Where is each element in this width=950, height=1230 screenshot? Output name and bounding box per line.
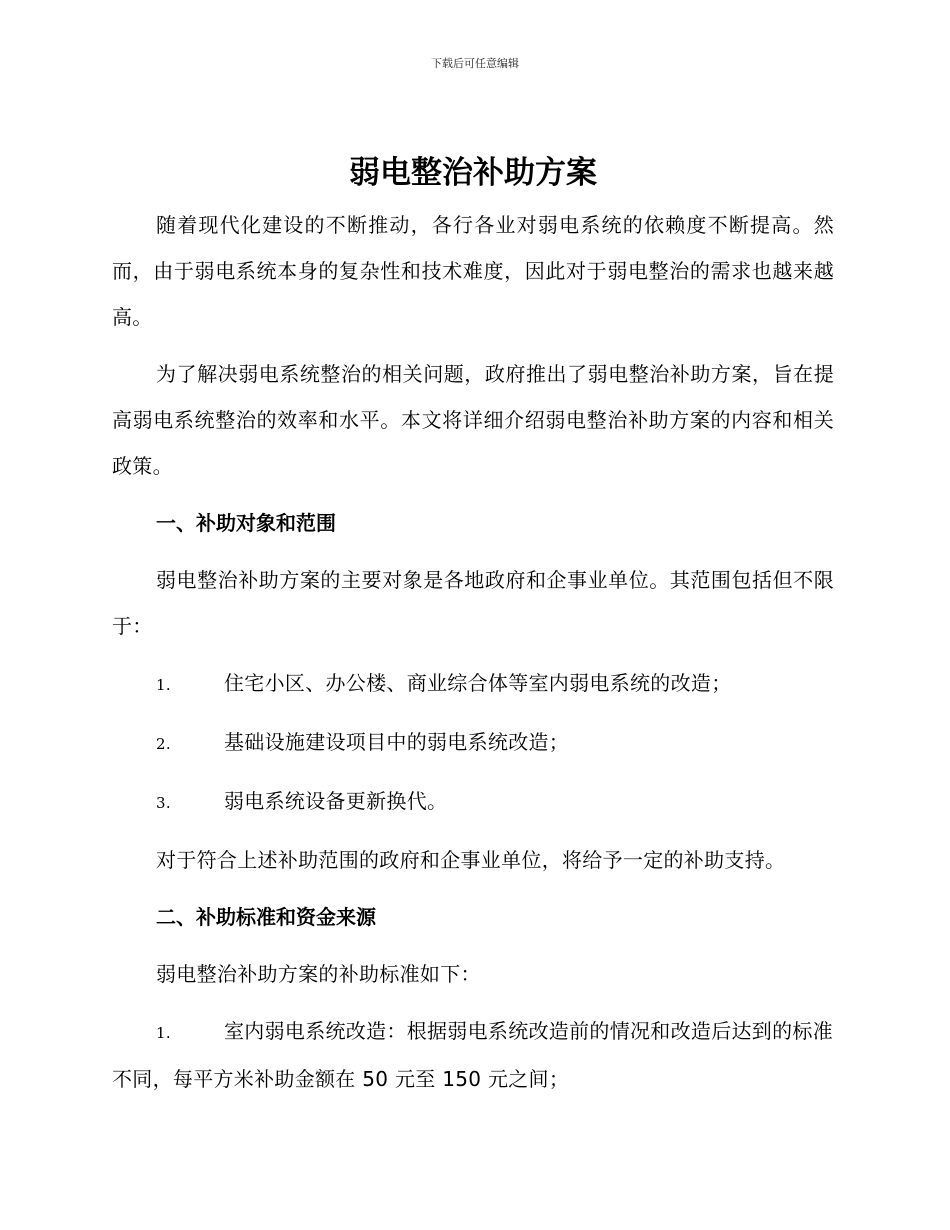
section-1-heading: 一、补助对象和范围	[156, 511, 336, 535]
list-item-number: 1.	[156, 1024, 171, 1042]
list-item-number: 2.	[156, 735, 171, 753]
page-header: 下载后可任意编辑	[431, 57, 519, 70]
list-item-text: 基础设施建设项目中的弱电系统改造；	[224, 730, 570, 754]
section-1-closing: 对于符合上述补助范围的政府和企事业单位，将给予一定的补助支持。	[156, 848, 786, 872]
intro-paragraph-1: 随着现代化建设的不断推动，各行各业对弱电系统的依赖度不断提高。然而，由于弱电系统本身的复杂性和技术难度，因此对于弱电整治的需求也越来越高。	[112, 213, 834, 329]
list-item	[112, 1008, 834, 1102]
section-2-lead: 弱电整治补助方案的补助标准如下：	[156, 962, 481, 986]
document-body	[112, 148, 834, 1113]
list-item	[112, 778, 834, 826]
list-item-number: 3.	[156, 794, 171, 812]
section-2-heading: 二、补助标准和资金来源	[156, 905, 376, 929]
document-title: 弱电整治补助方案	[349, 155, 597, 191]
list-item-text: 室内弱电系统改造：根据弱电系统改造前的情况和改造后达到的标准不同，每平方米补助金额在 50 元至 150 元之间；	[112, 1019, 833, 1091]
section-1-lead: 弱电整治补助方案的主要对象是各地政府和企事业单位。其范围包括但不限于：	[112, 568, 834, 638]
list-item	[112, 719, 834, 767]
list-item-number: 1.	[156, 676, 171, 694]
list-item-text: 住宅小区、办公楼、商业综合体等室内弱电系统的改造；	[224, 671, 732, 695]
intro-paragraph-2: 为了解决弱电系统整治的相关问题，政府推出了弱电整治补助方案，旨在提高弱电系统整治的效率和水平。本文将详细介绍弱电整治补助方案的内容和相关政策。	[112, 362, 834, 478]
list-item	[112, 660, 834, 708]
list-item-text: 弱电系统设备更新换代。	[224, 789, 448, 813]
